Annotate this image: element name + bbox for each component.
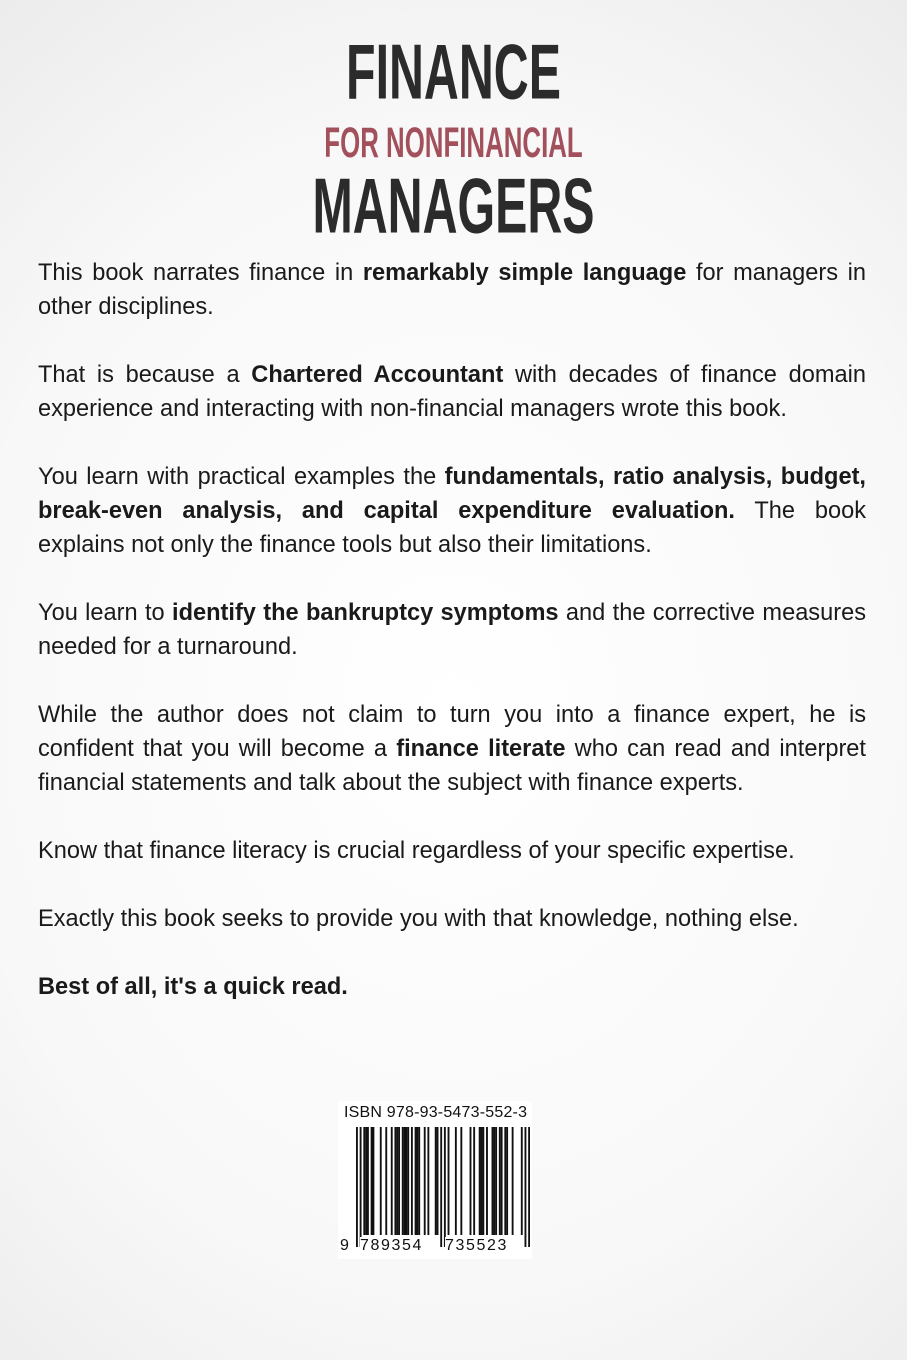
barcode-bar bbox=[473, 1127, 475, 1235]
emphasized-text: Best of all, it's a quick read. bbox=[38, 974, 348, 1000]
barcode-bar bbox=[416, 1127, 418, 1235]
barcode-bar bbox=[365, 1127, 367, 1235]
blurb-paragraph bbox=[38, 834, 866, 868]
cover-title bbox=[0, 28, 907, 250]
isbn-digit-first: 9 bbox=[340, 1237, 349, 1254]
barcode-bar bbox=[512, 1127, 514, 1235]
barcode-bar bbox=[481, 1127, 483, 1235]
barcode-bar bbox=[396, 1127, 398, 1235]
barcode-bar bbox=[372, 1127, 374, 1235]
blurb-paragraph bbox=[38, 358, 866, 426]
barcode-bar bbox=[437, 1127, 439, 1235]
blurb-paragraph bbox=[38, 698, 866, 800]
barcode-bar bbox=[360, 1127, 362, 1247]
barcode-bar bbox=[525, 1127, 527, 1247]
barcode-bar bbox=[427, 1127, 429, 1235]
barcode-bar bbox=[424, 1127, 426, 1235]
isbn-digits-left: 789354 bbox=[360, 1237, 423, 1254]
barcode-bar bbox=[440, 1127, 442, 1247]
text-run: You learn to bbox=[38, 600, 173, 626]
blurb-paragraph bbox=[38, 902, 866, 936]
isbn-digits-right: 735523 bbox=[445, 1237, 508, 1254]
text-run: While the author does not claim to turn you into a finance expert, he is confident that you will become a bbox=[38, 702, 866, 762]
back-cover-blurb bbox=[38, 256, 866, 1038]
title-line-finance: FINANCE bbox=[346, 28, 561, 116]
barcode-bar bbox=[521, 1127, 523, 1235]
barcode-bar bbox=[415, 1127, 417, 1235]
barcode-bar bbox=[407, 1127, 409, 1235]
barcode-bar bbox=[418, 1127, 420, 1235]
barcode-bar bbox=[495, 1127, 497, 1235]
blurb-paragraph bbox=[38, 256, 866, 324]
title-line-managers: MANAGERS bbox=[312, 162, 595, 250]
barcode-bar bbox=[380, 1127, 382, 1235]
barcode-bar bbox=[493, 1127, 495, 1235]
barcode-bar bbox=[394, 1127, 396, 1235]
barcode-bar bbox=[356, 1127, 358, 1247]
barcode-bar bbox=[444, 1127, 446, 1247]
barcode-bar bbox=[363, 1127, 365, 1235]
barcode-bar bbox=[528, 1127, 530, 1247]
text-run: The book explains not only the finance tools but also their limitations. bbox=[38, 498, 866, 558]
barcode-bar bbox=[405, 1127, 407, 1235]
blurb-paragraph bbox=[38, 596, 866, 664]
barcode-bar bbox=[385, 1127, 387, 1235]
emphasized-text: remarkably simple language bbox=[362, 260, 687, 286]
barcode-bar bbox=[404, 1127, 406, 1235]
barcode-bar bbox=[371, 1127, 373, 1235]
emphasized-text: identify the bankruptcy symptoms bbox=[172, 600, 559, 626]
isbn-barcode bbox=[338, 1101, 532, 1259]
barcode-bar bbox=[486, 1127, 488, 1235]
text-run: for managers in other disciplines. bbox=[38, 260, 867, 320]
barcode-bar bbox=[411, 1127, 413, 1235]
text-run: This book narrates finance in bbox=[38, 260, 363, 286]
text-run: Know that finance literacy is crucial regardless of your specific expertise. bbox=[38, 838, 795, 864]
blurb-paragraph bbox=[38, 460, 866, 562]
isbn-label: ISBN 978-93-5473-552-3 bbox=[344, 1104, 528, 1121]
emphasized-text: finance literate bbox=[396, 736, 566, 762]
text-run: You learn with practical examples the bbox=[38, 464, 445, 490]
barcode-bar bbox=[479, 1127, 481, 1235]
text-run: with decades of finance domain experience and interacting with non-financial managers wrote this book. bbox=[38, 362, 866, 422]
barcode-bar bbox=[435, 1127, 437, 1235]
barcode-bar bbox=[460, 1127, 462, 1235]
barcode-bar bbox=[482, 1127, 484, 1235]
text-run: and the corrective measures needed for a turnaround. bbox=[38, 600, 867, 660]
barcode-bar bbox=[492, 1127, 494, 1235]
text-run: Exactly this book seeks to provide you with that knowledge, nothing else. bbox=[38, 906, 799, 932]
barcode-bar bbox=[455, 1127, 457, 1235]
emphasized-text: fundamentals, ratio analysis, budget, break-even analysis, and capital expenditure evaluation. bbox=[38, 464, 866, 524]
barcode-bar bbox=[504, 1127, 506, 1235]
title-line-subtitle: FOR NONFINANCIAL bbox=[324, 119, 583, 167]
barcode-bar bbox=[398, 1127, 400, 1235]
blurb-closing-line bbox=[38, 970, 866, 1004]
barcode-bar bbox=[391, 1127, 393, 1235]
barcode-bar bbox=[499, 1127, 501, 1235]
barcode-bar bbox=[402, 1127, 404, 1235]
emphasized-text: Chartered Accountant bbox=[251, 362, 504, 388]
text-run: who can read and interpret financial statements and talk about the subject with finance experts. bbox=[38, 736, 866, 796]
barcode-bars bbox=[356, 1127, 530, 1247]
barcode-bar bbox=[448, 1127, 450, 1235]
barcode-bar bbox=[501, 1127, 503, 1235]
barcode-bar bbox=[470, 1127, 472, 1235]
text-run: That is because a bbox=[38, 362, 252, 388]
barcode-bar bbox=[506, 1127, 508, 1235]
barcode-bar bbox=[367, 1127, 369, 1235]
